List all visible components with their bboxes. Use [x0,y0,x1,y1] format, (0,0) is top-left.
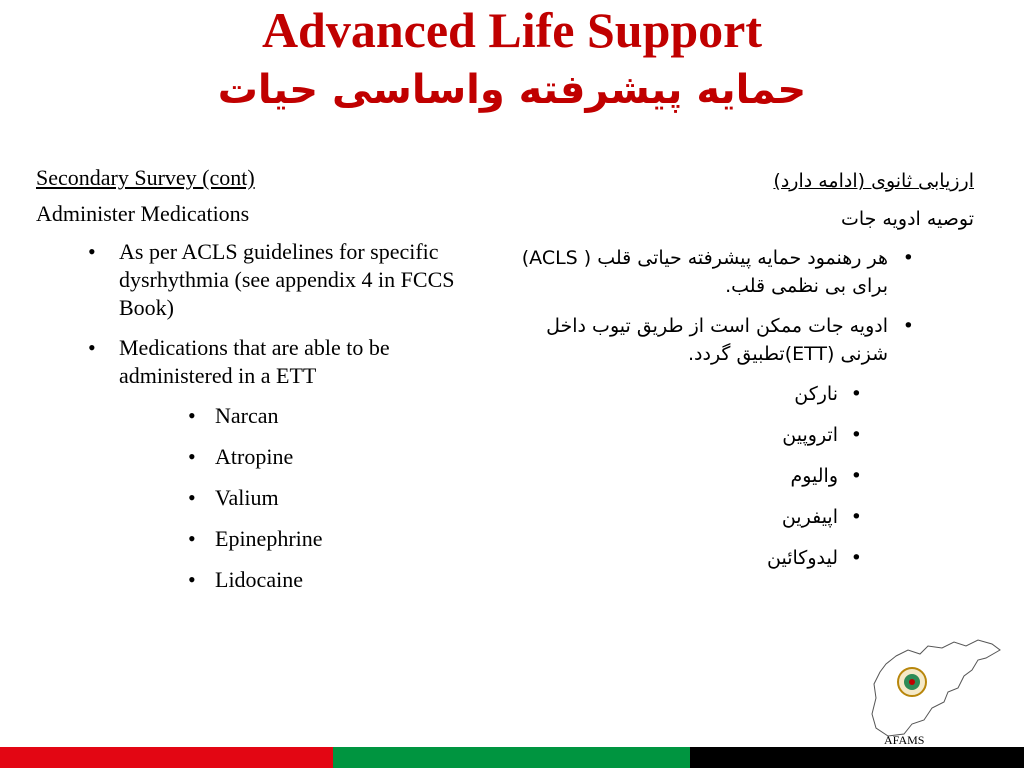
english-content [36,164,486,607]
drug-item: • Valium [188,485,279,510]
bullet-dot-icon: • [88,239,96,264]
english-bullet: • As per ACLS guidelines for specific dysrhythmia (see appendix 4 in FCCS Book) [88,239,455,320]
drug-item: • Narcan [188,403,279,428]
dari-content [500,168,974,585]
afghanistan-map-logo [868,636,1004,748]
drug-item: • Lidocaine [188,567,303,592]
bullet-dot-icon: • [850,547,862,569]
flag-green-stripe [333,747,690,768]
flag-red-stripe [0,747,333,768]
flag-color-strip [0,747,1024,768]
dari-subheading: توصیه ادویه جات [840,208,974,230]
dari-drug-item: • اپیفرین [500,503,974,531]
bullet-dot-icon: • [188,444,196,469]
slide-title: Advanced Life Support [261,2,763,58]
slide-subtitle: حمایه پیشرفته واساسی حیات [217,67,807,113]
afghanistan-map-icon [868,636,1004,748]
dari-heading: ارزیابی ثانوی (ادامه دارد) [773,170,974,192]
bullet-dot-icon: • [188,567,196,592]
bullet-dot-icon: • [88,335,96,360]
bullet-dot-icon: • [188,403,196,428]
bullet-dot-icon: • [902,247,914,269]
drug-item: • Epinephrine [188,526,323,551]
dari-bullet: • هر رهنمود حمایه پیشرفته حیاتی قلب ( ACLS) برای بی نظمی قلب. [500,244,974,300]
english-heading: Secondary Survey (cont) [36,165,255,190]
dari-drug-item: • اتروپین [500,421,974,449]
english-subheading: Administer Medications [36,201,250,226]
dari-drug-item: • نارکن [500,380,974,408]
english-bullet: • Medications that are able to be administered in a ETT [88,335,390,388]
dari-drug-item: • والیوم [500,462,974,490]
bullet-dot-icon: • [850,506,862,528]
dari-bullet: • ادویه جات ممکن است از طریق تیوب داخل شزنی (ETT)تطبیق گردد. [500,312,974,368]
bullet-dot-icon: • [850,465,862,487]
bullet-dot-icon: • [188,526,196,551]
bullet-dot-icon: • [902,315,914,337]
drug-item: • Atropine [188,444,294,469]
bullet-dot-icon: • [188,485,196,510]
bullet-dot-icon: • [850,424,862,446]
bullet-dot-icon: • [850,383,862,405]
flag-black-stripe [690,747,1024,768]
dari-drug-item: • لیدوکائین [500,544,974,572]
logo-label: AFAMS [884,733,925,747]
